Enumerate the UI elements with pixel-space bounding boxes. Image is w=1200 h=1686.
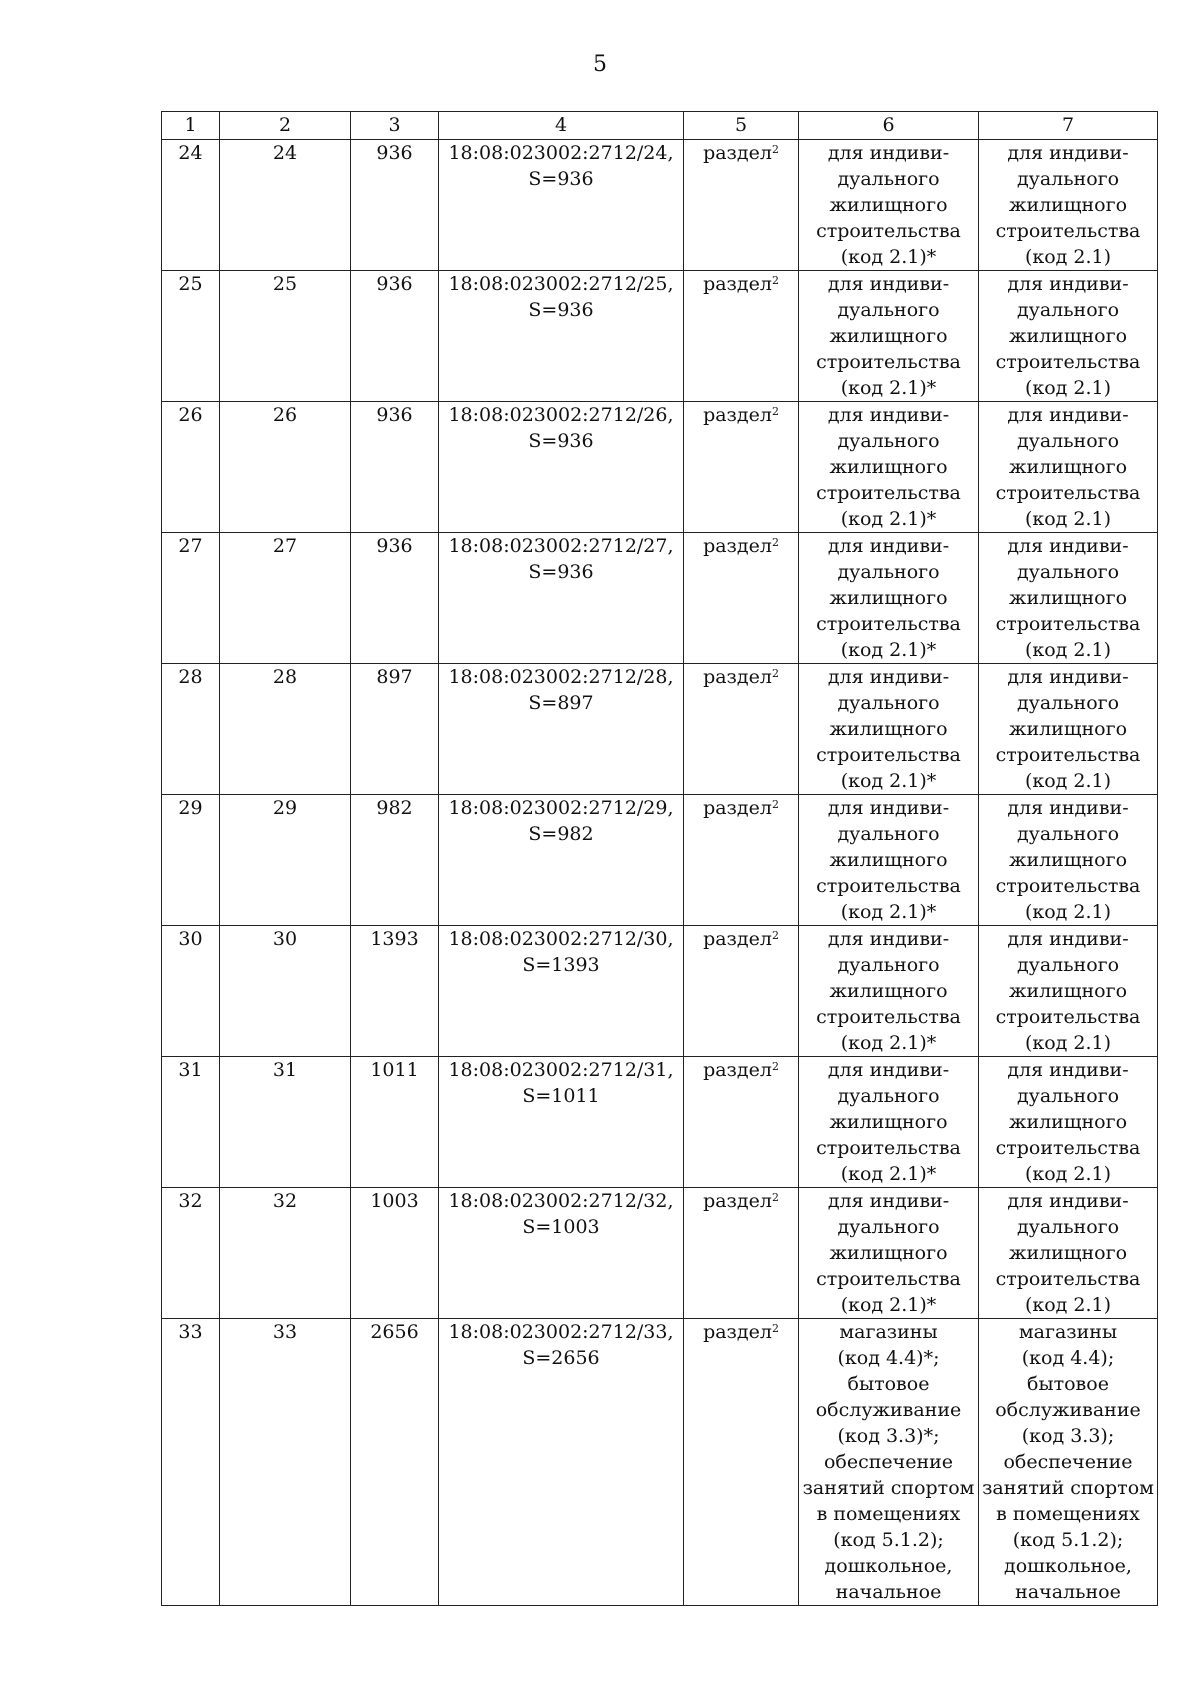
cell-formation-method xyxy=(684,664,799,795)
page-number: 5 xyxy=(593,52,607,77)
cell-permitted-use xyxy=(979,1188,1158,1319)
cell-plot-number: 28 xyxy=(220,664,351,795)
cell-permitted-use-line: бытовое xyxy=(1027,1373,1109,1395)
cell-permitted-use-main-line: жилищного xyxy=(829,1242,948,1264)
cell-row-number: 25 xyxy=(162,271,220,402)
footnote-marker: 2 xyxy=(771,1191,779,1204)
table-row xyxy=(162,1057,1158,1188)
formation-method-text: раздел xyxy=(703,142,772,164)
cell-permitted-use-line: начальное xyxy=(1015,1581,1121,1603)
cell-permitted-use-main-line: обеспечение xyxy=(823,1451,954,1473)
cell-permitted-use-line: дуального xyxy=(1016,1085,1120,1107)
cell-area: 936 xyxy=(351,402,439,533)
cell-permitted-use-main-line: для индиви- xyxy=(827,273,950,295)
cell-permitted-use-line: (код 5.1.2); xyxy=(1012,1529,1124,1551)
cell-permitted-use-main-line: строительства xyxy=(816,351,961,373)
table-row xyxy=(162,402,1158,533)
cell-permitted-use-line: обеспечение xyxy=(1003,1451,1133,1473)
cell-cadastral-number xyxy=(439,533,684,664)
cell-permitted-use-main-line: для индиви- xyxy=(827,142,950,164)
cell-cadastral-number xyxy=(439,1319,684,1606)
cell-permitted-use-main-line: дуального xyxy=(837,430,940,452)
formation-method-text: раздел xyxy=(703,797,772,819)
cell-permitted-use-line: строительства xyxy=(995,613,1141,635)
cell-formation-method xyxy=(684,271,799,402)
cell-plot-number: 29 xyxy=(220,795,351,926)
cell-permitted-use-main-line: жилищного xyxy=(829,194,948,216)
cell-permitted-use-line: жилищного xyxy=(1008,325,1128,347)
cell-formation-method xyxy=(684,1319,799,1606)
cell-permitted-use-main-line: строительства xyxy=(816,220,961,242)
cell-permitted-use-line: для индиви- xyxy=(1007,1190,1129,1212)
cell-cadastral-number xyxy=(439,664,684,795)
cell-permitted-use-line: строительства xyxy=(995,351,1141,373)
cell-permitted-use-line: магазины xyxy=(1018,1321,1118,1343)
cell-row-number: 26 xyxy=(162,402,220,533)
cell-permitted-use-line: строительства xyxy=(995,1006,1141,1028)
cell-permitted-use-main-line: дошкольное, xyxy=(824,1555,953,1577)
cell-permitted-use-line: жилищного xyxy=(1008,587,1128,609)
cell-permitted-use-main-line: жилищного xyxy=(829,718,948,740)
cell-permitted-use-main-line: дуального xyxy=(837,561,940,583)
cell-formation-method xyxy=(684,402,799,533)
cell-permitted-use-main-line: жилищного xyxy=(829,1111,948,1133)
cell-permitted-use-main-line: дуального xyxy=(837,1216,940,1238)
cell-permitted-use-main-line: жилищного xyxy=(829,587,948,609)
column-header: 2 xyxy=(220,112,351,140)
cell-permitted-use-main-line: (код 2.1)* xyxy=(840,1032,937,1054)
cell-permitted-use-line: (код 3.3); xyxy=(1021,1425,1115,1447)
cell-permitted-use-line: для индиви- xyxy=(1007,928,1129,950)
table-row xyxy=(162,795,1158,926)
formation-method-text: раздел xyxy=(703,1059,772,1081)
footnote-marker: 2 xyxy=(771,405,779,418)
cell-permitted-use-main-line: для индиви- xyxy=(827,1059,950,1081)
cell-permitted-use xyxy=(979,402,1158,533)
cell-permitted-use-line: (код 4.4); xyxy=(1021,1347,1115,1369)
cell-permitted-use-line: жилищного xyxy=(1008,1111,1128,1133)
table-row xyxy=(162,664,1158,795)
cell-cadastral-number-line: 18:08:023002:2712/26, xyxy=(448,404,674,426)
cell-permitted-use-line: дуального xyxy=(1016,692,1120,714)
cell-permitted-use-main-line: строительства xyxy=(816,1006,961,1028)
cell-permitted-use-main-line: дуального xyxy=(837,823,940,845)
cell-permitted-use-line: строительства xyxy=(995,220,1141,242)
cell-permitted-use-main-line: для индиви- xyxy=(827,1190,950,1212)
cell-row-number: 29 xyxy=(162,795,220,926)
cell-plot-number: 26 xyxy=(220,402,351,533)
cell-cadastral-number-line: 18:08:023002:2712/30, xyxy=(448,928,674,950)
cell-cadastral-number xyxy=(439,1057,684,1188)
cell-permitted-use-line: строительства xyxy=(995,1137,1141,1159)
column-header: 5 xyxy=(684,112,799,140)
formation-method-text: раздел xyxy=(703,1321,772,1343)
cell-plot-number: 33 xyxy=(220,1319,351,1606)
cell-permitted-use-line: (код 2.1) xyxy=(1024,1163,1112,1185)
cell-permitted-use-line: занятий спортом xyxy=(982,1477,1154,1499)
footnote-marker: 2 xyxy=(771,1060,779,1073)
cell-formation-method xyxy=(684,795,799,926)
cell-row-number: 30 xyxy=(162,926,220,1057)
cell-cadastral-number xyxy=(439,1188,684,1319)
cell-row-number: 24 xyxy=(162,140,220,271)
column-header: 6 xyxy=(799,112,979,140)
cell-permitted-use xyxy=(979,1057,1158,1188)
cell-permitted-use-main xyxy=(799,926,979,1057)
cell-cadastral-number-line: 18:08:023002:2712/25, xyxy=(448,273,674,295)
cell-permitted-use-line: для индиви- xyxy=(1007,404,1129,426)
table-row xyxy=(162,1188,1158,1319)
cell-cadastral-number-line: S=936 xyxy=(528,168,594,190)
cell-row-number: 31 xyxy=(162,1057,220,1188)
cell-cadastral-number-line: S=1393 xyxy=(522,954,600,976)
cell-permitted-use-line: жилищного xyxy=(1008,718,1128,740)
cell-area: 1003 xyxy=(351,1188,439,1319)
cell-area: 897 xyxy=(351,664,439,795)
cell-cadastral-number-line: 18:08:023002:2712/24, xyxy=(448,142,674,164)
cell-permitted-use xyxy=(979,664,1158,795)
table-row xyxy=(162,271,1158,402)
cell-permitted-use-line: для индиви- xyxy=(1007,797,1129,819)
cell-permitted-use-main xyxy=(799,1057,979,1188)
cell-permitted-use-line: обслуживание xyxy=(995,1399,1141,1421)
cell-permitted-use-main-line: (код 2.1)* xyxy=(840,508,937,530)
footnote-marker: 2 xyxy=(771,274,779,287)
cell-cadastral-number-line: S=897 xyxy=(528,692,594,714)
cell-formation-method xyxy=(684,926,799,1057)
cell-cadastral-number-line: S=982 xyxy=(528,823,594,845)
table-row xyxy=(162,926,1158,1057)
cell-permitted-use-main xyxy=(799,402,979,533)
cell-permitted-use-line: (код 2.1) xyxy=(1024,508,1112,530)
cell-formation-method xyxy=(684,1057,799,1188)
cell-permitted-use-main-line: дуального xyxy=(837,299,940,321)
table-body xyxy=(162,140,1158,1606)
cell-permitted-use-main-line: для индиви- xyxy=(827,535,950,557)
cell-permitted-use-line: (код 2.1) xyxy=(1024,770,1112,792)
footnote-marker: 2 xyxy=(771,667,779,680)
cell-permitted-use-main-line: (код 5.1.2); xyxy=(833,1529,944,1551)
cell-permitted-use-main xyxy=(799,1319,979,1606)
column-header: 4 xyxy=(439,112,684,140)
cell-permitted-use-main-line: (код 2.1)* xyxy=(840,901,937,923)
cell-permitted-use-main-line: (код 3.3)*; xyxy=(837,1425,940,1447)
cell-permitted-use-main-line: (код 2.1)* xyxy=(840,377,937,399)
cell-plot-number: 30 xyxy=(220,926,351,1057)
cell-permitted-use-main-line: дуального xyxy=(837,692,940,714)
formation-method-text: раздел xyxy=(703,404,772,426)
cell-plot-number: 27 xyxy=(220,533,351,664)
cell-permitted-use-main xyxy=(799,271,979,402)
cell-area: 2656 xyxy=(351,1319,439,1606)
cell-permitted-use xyxy=(979,1319,1158,1606)
cell-permitted-use-line: для индиви- xyxy=(1007,535,1129,557)
cell-permitted-use-main-line: жилищного xyxy=(829,456,948,478)
cell-permitted-use-line: строительства xyxy=(995,482,1141,504)
cell-permitted-use-line: дуального xyxy=(1016,430,1120,452)
cell-permitted-use-line: дуального xyxy=(1016,561,1120,583)
cell-permitted-use-line: в помещениях xyxy=(996,1503,1140,1525)
cell-row-number: 27 xyxy=(162,533,220,664)
cell-permitted-use-main xyxy=(799,140,979,271)
cell-permitted-use-main-line: дуального xyxy=(837,168,940,190)
cell-plot-number: 31 xyxy=(220,1057,351,1188)
cell-permitted-use-main-line: занятий спортом xyxy=(802,1477,975,1499)
cell-permitted-use-line: для индиви- xyxy=(1007,1059,1129,1081)
cell-permitted-use xyxy=(979,271,1158,402)
cell-cadastral-number-line: 18:08:023002:2712/28, xyxy=(448,666,674,688)
cell-cadastral-number xyxy=(439,140,684,271)
cell-permitted-use-main-line: жилищного xyxy=(829,325,948,347)
cell-permitted-use-main-line: строительства xyxy=(816,1137,961,1159)
cell-cadastral-number-line: 18:08:023002:2712/31, xyxy=(448,1059,674,1081)
formation-method-text: раздел xyxy=(703,535,772,557)
cell-permitted-use-main-line: бытовое xyxy=(847,1373,930,1395)
cell-plot-number: 32 xyxy=(220,1188,351,1319)
cell-permitted-use-main-line: магазины xyxy=(839,1321,938,1343)
cell-permitted-use-line: (код 2.1) xyxy=(1024,246,1112,268)
cell-permitted-use-line: для индиви- xyxy=(1007,273,1129,295)
cell-permitted-use-line: для индиви- xyxy=(1007,666,1129,688)
cell-permitted-use-line: строительства xyxy=(995,744,1141,766)
cell-permitted-use-line: жилищного xyxy=(1008,980,1128,1002)
footnote-marker: 2 xyxy=(771,536,779,549)
formation-method-text: раздел xyxy=(703,1190,772,1212)
cell-permitted-use-line: строительства xyxy=(995,1268,1141,1290)
land-plots-table xyxy=(161,111,1158,1606)
cell-permitted-use-line: дуального xyxy=(1016,954,1120,976)
cell-permitted-use-main-line: (код 2.1)* xyxy=(840,639,937,661)
formation-method-text: раздел xyxy=(703,928,772,950)
cell-permitted-use-line: (код 2.1) xyxy=(1024,639,1112,661)
cell-permitted-use xyxy=(979,795,1158,926)
cell-permitted-use-main xyxy=(799,795,979,926)
formation-method-text: раздел xyxy=(703,273,772,295)
cell-permitted-use-line: жилищного xyxy=(1008,1242,1128,1264)
cell-area: 936 xyxy=(351,271,439,402)
cell-formation-method xyxy=(684,533,799,664)
cell-permitted-use-main xyxy=(799,533,979,664)
cell-permitted-use-main-line: строительства xyxy=(816,875,961,897)
cell-formation-method xyxy=(684,1188,799,1319)
cell-permitted-use-main-line: в помещениях xyxy=(816,1503,961,1525)
cell-permitted-use-line: жилищного xyxy=(1008,194,1128,216)
cell-permitted-use-main-line: для индиви- xyxy=(827,797,950,819)
cell-area: 1011 xyxy=(351,1057,439,1188)
cell-area: 982 xyxy=(351,795,439,926)
cell-cadastral-number-line: 18:08:023002:2712/29, xyxy=(448,797,674,819)
cell-permitted-use-line: (код 2.1) xyxy=(1024,377,1112,399)
footnote-marker: 2 xyxy=(771,798,779,811)
footnote-marker: 2 xyxy=(771,929,779,942)
cell-area: 936 xyxy=(351,140,439,271)
cell-permitted-use-main-line: дуального xyxy=(837,954,940,976)
column-header: 7 xyxy=(979,112,1158,140)
cell-permitted-use-main-line: (код 4.4)*; xyxy=(837,1347,940,1369)
cell-cadastral-number-line: S=936 xyxy=(528,299,594,321)
cell-permitted-use-line: дуального xyxy=(1016,823,1120,845)
cell-permitted-use-line: жилищного xyxy=(1008,456,1128,478)
cell-permitted-use-main xyxy=(799,1188,979,1319)
cell-permitted-use-line: (код 2.1) xyxy=(1024,1032,1112,1054)
cell-permitted-use-main-line: для индиви- xyxy=(827,404,950,426)
cell-cadastral-number-line: S=2656 xyxy=(522,1347,600,1369)
cell-cadastral-number-line: 18:08:023002:2712/33, xyxy=(448,1321,674,1343)
cell-area: 936 xyxy=(351,533,439,664)
cell-permitted-use-main-line: (код 2.1)* xyxy=(840,246,937,268)
cell-cadastral-number xyxy=(439,402,684,533)
cell-permitted-use xyxy=(979,926,1158,1057)
cell-permitted-use-line: (код 2.1) xyxy=(1024,901,1112,923)
cell-permitted-use-main-line: (код 2.1)* xyxy=(840,770,937,792)
cell-permitted-use-line: дуального xyxy=(1016,168,1120,190)
cell-permitted-use-main-line: жилищного xyxy=(829,849,948,871)
formation-method-text: раздел xyxy=(703,666,772,688)
cell-permitted-use-main-line: для индиви- xyxy=(827,928,950,950)
cell-cadastral-number-line: S=936 xyxy=(528,561,594,583)
table-row xyxy=(162,140,1158,271)
cell-cadastral-number-line: 18:08:023002:2712/27, xyxy=(448,535,674,557)
cell-permitted-use-line: (код 2.1) xyxy=(1024,1294,1112,1316)
cell-permitted-use-line: жилищного xyxy=(1008,849,1128,871)
table-header-row xyxy=(162,112,1158,140)
cell-permitted-use-main xyxy=(799,664,979,795)
cell-cadastral-number xyxy=(439,795,684,926)
column-header: 3 xyxy=(351,112,439,140)
cell-row-number: 32 xyxy=(162,1188,220,1319)
cell-permitted-use-main-line: (код 2.1)* xyxy=(840,1294,937,1316)
cell-permitted-use-line: дуального xyxy=(1016,299,1120,321)
cell-permitted-use-main-line: дуального xyxy=(837,1085,940,1107)
cell-cadastral-number-line: S=936 xyxy=(528,430,594,452)
cell-permitted-use-main-line: обслуживание xyxy=(815,1399,962,1421)
table-row xyxy=(162,1319,1158,1606)
cell-permitted-use-line: строительства xyxy=(995,875,1141,897)
footnote-marker: 2 xyxy=(771,1322,779,1335)
cell-cadastral-number xyxy=(439,271,684,402)
cell-cadastral-number xyxy=(439,926,684,1057)
cell-area: 1393 xyxy=(351,926,439,1057)
table-row xyxy=(162,533,1158,664)
cell-permitted-use-main-line: жилищного xyxy=(829,980,948,1002)
cell-permitted-use-main-line: начальное xyxy=(835,1581,942,1603)
cell-permitted-use-main-line: (код 2.1)* xyxy=(840,1163,937,1185)
cell-row-number: 28 xyxy=(162,664,220,795)
cell-row-number: 33 xyxy=(162,1319,220,1606)
cell-formation-method xyxy=(684,140,799,271)
cell-permitted-use-main-line: строительства xyxy=(816,482,961,504)
cell-cadastral-number-line: S=1011 xyxy=(522,1085,600,1107)
cell-permitted-use-line: дуального xyxy=(1016,1216,1120,1238)
cell-permitted-use-main-line: строительства xyxy=(816,613,961,635)
cell-permitted-use xyxy=(979,140,1158,271)
cell-permitted-use-line: для индиви- xyxy=(1007,142,1129,164)
cell-cadastral-number-line: 18:08:023002:2712/32, xyxy=(448,1190,674,1212)
column-header: 1 xyxy=(162,112,220,140)
cell-cadastral-number-line: S=1003 xyxy=(522,1216,600,1238)
cell-permitted-use xyxy=(979,533,1158,664)
cell-permitted-use-main-line: строительства xyxy=(816,1268,961,1290)
cell-permitted-use-line: дошкольное, xyxy=(1004,1555,1132,1577)
cell-plot-number: 25 xyxy=(220,271,351,402)
cell-plot-number: 24 xyxy=(220,140,351,271)
cell-permitted-use-main-line: для индиви- xyxy=(827,666,950,688)
cell-permitted-use-main-line: строительства xyxy=(816,744,961,766)
footnote-marker: 2 xyxy=(771,143,779,156)
